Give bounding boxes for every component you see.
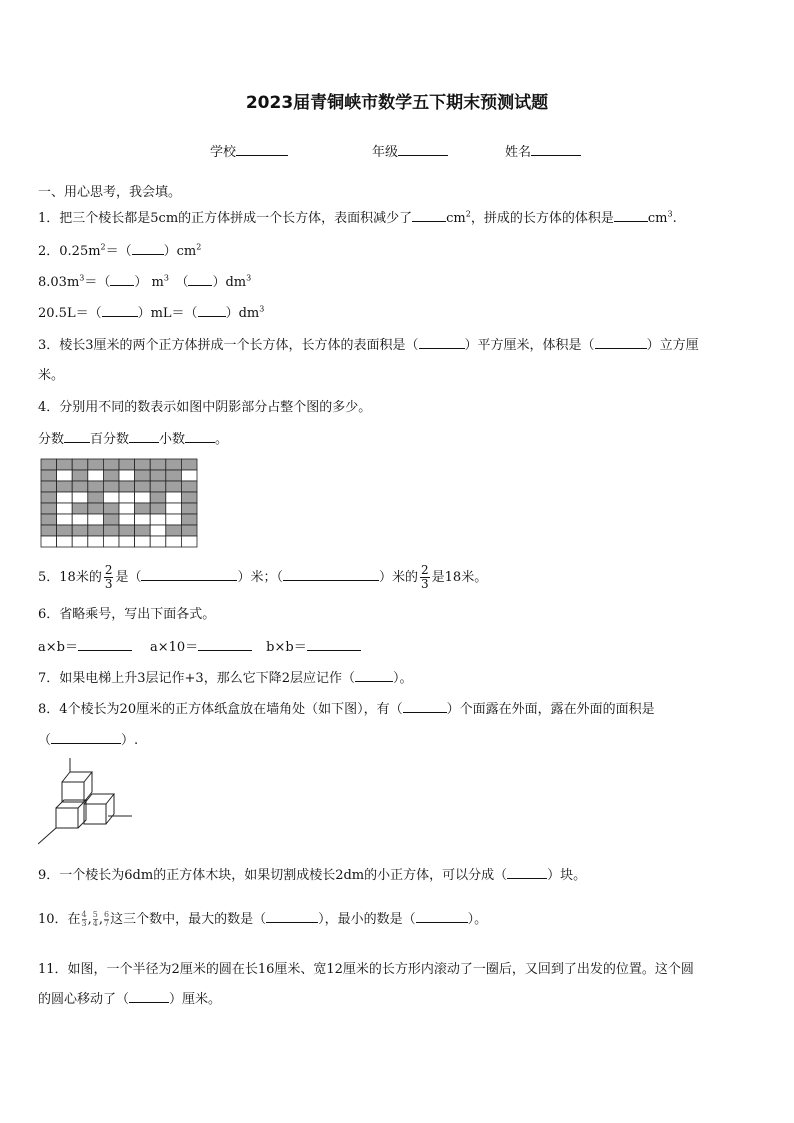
grid-cell xyxy=(41,503,57,514)
question-2c: 20.5L＝（ ）mL＝（ ）$dm^3$ xyxy=(38,302,264,321)
grid-cell xyxy=(72,525,88,536)
grid-cell xyxy=(103,492,119,503)
grid-cell xyxy=(88,536,104,547)
grid-cell xyxy=(119,470,135,481)
grid-cell xyxy=(150,525,166,536)
grid-cell xyxy=(103,481,119,492)
question-8-cont: （ ）. xyxy=(38,729,138,748)
grid-cell xyxy=(135,459,151,470)
grid-cell xyxy=(41,470,57,481)
grid-cell xyxy=(166,503,182,514)
grid-cell xyxy=(166,514,182,525)
grid-cell xyxy=(166,470,182,481)
question-2b: $8.03m^3=$（ ） $m^3$ （ ）$dm^3$ xyxy=(38,271,251,290)
grid-cell xyxy=(72,536,88,547)
grid-cell xyxy=(181,536,197,547)
question-1: 1．把三个棱长都是5cm的正方体拼成一个长方体，表面积减少了 $cm^2$，拼成的长方体的体积是 $cm^3$. xyxy=(38,207,677,226)
grid-cell xyxy=(57,536,73,547)
question-9: 9．一个棱长为6dm的正方体木块，如果切割成棱长2dm的小正方体，可以分成（ ）块。 xyxy=(38,864,586,883)
name-field: 姓名 xyxy=(505,141,581,160)
grid-cell xyxy=(41,536,57,547)
stacked-cubes-figure xyxy=(38,758,134,848)
grid-cell xyxy=(57,481,73,492)
grid-cell xyxy=(150,481,166,492)
question-3-cont: 米。 xyxy=(38,368,65,383)
question-5: 5．18米的 $\frac{2}{3}$ 是（ ）米；（ ）米的 $\frac{2}{3}$ 是18米。 xyxy=(38,563,488,591)
question-7: 7．如果电梯上升3层记作+3，那么它下降2层应记作（ ）。 xyxy=(38,667,413,686)
bottom-left-cube xyxy=(56,800,86,828)
grid-cell xyxy=(150,492,166,503)
grid-cell xyxy=(41,481,57,492)
section-heading: 一、用心思考，我会填。 xyxy=(38,185,182,200)
grid-cell xyxy=(166,536,182,547)
grid-cell xyxy=(57,470,73,481)
question-8: 8．4个棱长为20厘米的正方体纸盒放在墙角处（如下图），有（ ）个面露在外面，露在外面的面积是 xyxy=(38,698,655,717)
grid-cell xyxy=(166,481,182,492)
grid-cell xyxy=(166,492,182,503)
grid-cell xyxy=(150,470,166,481)
grid-cell xyxy=(41,525,57,536)
question-6-expressions: a×b＝ a×10＝ b×b＝ xyxy=(38,636,361,655)
grid-cell xyxy=(72,492,88,503)
grid-cell xyxy=(103,514,119,525)
fraction-4-3: $\frac{4}{3}$ xyxy=(81,910,87,928)
grid-cell xyxy=(119,514,135,525)
grid-cell xyxy=(150,503,166,514)
grid-cell xyxy=(72,503,88,514)
grid-cell xyxy=(88,470,104,481)
grid-cell xyxy=(135,536,151,547)
grid-cell xyxy=(88,503,104,514)
grid-cell xyxy=(88,514,104,525)
grid-cell xyxy=(88,492,104,503)
grid-cell xyxy=(119,536,135,547)
grid-cell xyxy=(103,459,119,470)
grid-cell xyxy=(181,514,197,525)
grid-cell xyxy=(181,492,197,503)
fraction-two-thirds: $\frac{2}{3}$ xyxy=(104,563,113,591)
grid-cell xyxy=(150,459,166,470)
school-field: 学校 xyxy=(210,141,288,160)
grid-cell xyxy=(135,503,151,514)
grid-cell xyxy=(72,514,88,525)
top-cube xyxy=(62,772,92,802)
floor-edge-left xyxy=(38,828,56,844)
grid-cell xyxy=(181,503,197,514)
grid-cell xyxy=(41,492,57,503)
fraction-two-thirds-2: $\frac{2}{3}$ xyxy=(421,563,429,591)
grid-cell xyxy=(103,525,119,536)
grid-cell xyxy=(57,525,73,536)
grid-cell xyxy=(135,492,151,503)
grid-cell xyxy=(72,470,88,481)
grid-cell xyxy=(72,459,88,470)
question-2: 2．$0.25m^2=$（ ）$cm^2$ xyxy=(38,240,201,259)
grid-cell xyxy=(103,536,119,547)
grid-cell xyxy=(119,525,135,536)
grade-field: 年级 xyxy=(372,141,448,160)
grid-cell xyxy=(41,514,57,525)
grid-cell xyxy=(103,470,119,481)
question-6: 6．省略乘号，写出下面各式。 xyxy=(38,607,216,622)
grid-cell xyxy=(88,481,104,492)
grid-cell xyxy=(135,481,151,492)
grid-cell xyxy=(135,525,151,536)
question-11: 11．如图，一个半径为2厘米的圆在长16厘米、宽12厘米的长方形内滚动了一圈后，又回到了出发的位置。这个圆 xyxy=(38,962,694,977)
grid-cell xyxy=(181,459,197,470)
fraction-5-4: $\frac{5}{4}$ xyxy=(92,910,98,928)
question-11-cont: 的圆心移动了（ ）厘米。 xyxy=(38,988,221,1007)
grid-cell xyxy=(119,492,135,503)
grid-cell xyxy=(57,503,73,514)
grid-cell xyxy=(166,459,182,470)
grid-cell xyxy=(150,536,166,547)
grid-cell xyxy=(166,525,182,536)
question-4: 4．分别用不同的数表示如图中阴影部分占整个图的多少。 xyxy=(38,400,372,415)
grid-cell xyxy=(88,525,104,536)
fraction-6-7: $\frac{6}{7}$ xyxy=(104,910,110,928)
bottom-right-cube xyxy=(84,794,114,824)
grid-cell xyxy=(119,481,135,492)
grid-cell xyxy=(135,470,151,481)
grid-cell xyxy=(119,503,135,514)
question-10: 10．在 $\frac{4}{3}$, $\frac{5}{4}$, $\frac{6}{7}$这三个数中，最大的数是（ ），最小的数是（ ）。 xyxy=(38,910,488,928)
grid-cell xyxy=(57,514,73,525)
grid-cell xyxy=(181,525,197,536)
page-title: 2023届青铜峡市数学五下期末预测试题 xyxy=(245,93,549,113)
grid-cell xyxy=(150,514,166,525)
grid-cell xyxy=(135,514,151,525)
grid-cell xyxy=(72,481,88,492)
grid-cell xyxy=(103,503,119,514)
grid-cell xyxy=(181,470,197,481)
grid-cell xyxy=(88,459,104,470)
grid-cell xyxy=(41,459,57,470)
grid-cell xyxy=(57,492,73,503)
grid-cell xyxy=(57,459,73,470)
grid-cell xyxy=(119,459,135,470)
grid-cell xyxy=(181,481,197,492)
shaded-grid-figure xyxy=(40,458,198,548)
question-3: 3．棱长3厘米的两个正方体拼成一个长方体，长方体的表面积是（ ）平方厘米，体积是（ ）立方厘 xyxy=(38,334,699,353)
question-4-answers: 分数 百分数 小数 。 xyxy=(38,428,228,447)
